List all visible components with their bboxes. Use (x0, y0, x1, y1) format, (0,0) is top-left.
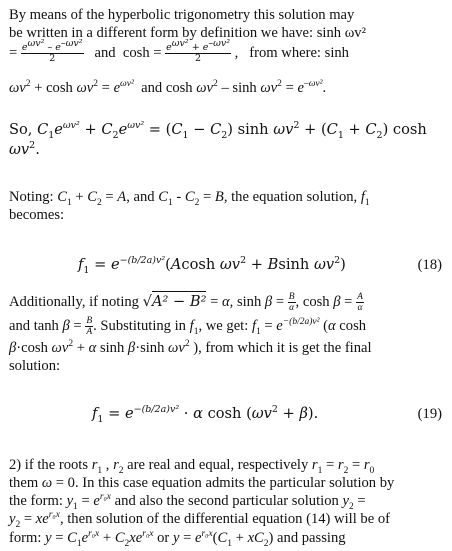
para5-line1: 2) if the roots $r_1$ , $r_2$ are real and equal, respectively $r_1 = r_2 = r_0$ (9, 457, 375, 476)
sinh-definition-fraction: $\frac{e^{\omega v^2} - e^{-\omega v^2}}{2}$ (21, 37, 83, 64)
cosh-definition-fraction: $\frac{e^{\omega v^2} + e^{-\omega v^2}}{2}$ (166, 37, 230, 64)
para5-line2: them ω = 0. In this case equation admits the particular solution by (9, 475, 395, 491)
para1-line3: = $\frac{e^{\omega v^2} - e^{-\omega v^2}}{2}$ and cosh = $\frac{e^{\omega v^2} + e^{-\omega v^2}}{2}$ , from where: sinh (9, 37, 349, 64)
para1-line1: By means of the hyperbolic trigonometry this solution may (9, 7, 355, 23)
para5-line5: form: $y = C_1e^{r_0x} + C_2xe^{r_0x}$ or $y = e^{r_0x}(C_1 + xC_2)$ and passing (9, 529, 346, 549)
para4-line1: Additionally, if noting √A² − B² = α, sinh β = $\frac{B}{\alpha}$ , cosh β = $\frac{A}{\alpha}$ (9, 292, 363, 313)
equation-19: $f_1 = e^{-(b/2a)v^2} \cdot \alpha$ $\cosh (\omega v^2 + \beta)$. (92, 404, 319, 425)
para4-line4: solution: (9, 358, 61, 374)
para1-line2: be written in a different form by definition we have: sinh ωv² (9, 25, 366, 41)
para3-line1: Noting: $C_1 + C_2 = A$, and $C_1 - C_2 = B$, the equation solution, $f_1$ (9, 189, 370, 208)
para4-line2: and tanh β = $\frac{B}{A}$ . Substituting in $f_1$, we get: $f_1 = e^{-(b/2a)v^2}$ (α cosh (9, 316, 367, 337)
para1-line4: $\omega v^2 + \cosh \omega v^2 = e^{\omega v^2}$ and $\cosh \omega v^2 - \sinh \omega v^2 = e^{-\omega v^2}$. (9, 79, 327, 96)
para2-line1: So, $C_1e^{\omega v^2} + C_2e^{\omega v^2} = (C_1 - C_2)$ $\sinh \omega v^2 + (C_1 + C_2)$ cosh (9, 120, 427, 141)
para4-line3: β·cosh $\omega v^2 + \alpha$ sinh β·sinh $\omega v^2$ ), from which it is get the final (9, 339, 372, 356)
para3-line2: becomes: (9, 207, 65, 223)
para2-line2: $\omega v^2$. (9, 140, 40, 158)
equation-19-number: (19) (417, 406, 442, 422)
para5-line3: the form: $y_1 = e^{r_0x}$ and also the second particular solution $y_2$ = (9, 492, 366, 512)
para5-line4: $y_2 = xe^{r_0x}$, then solution of the differential equation (14) will be of (9, 510, 390, 530)
equation-18: $f_1 = e^{-(b/2a)v^2}(Acosh$ $\omega v^2 + Bsinh$ $\omega v^2$) (78, 255, 346, 276)
equation-18-number: (18) (417, 257, 442, 273)
